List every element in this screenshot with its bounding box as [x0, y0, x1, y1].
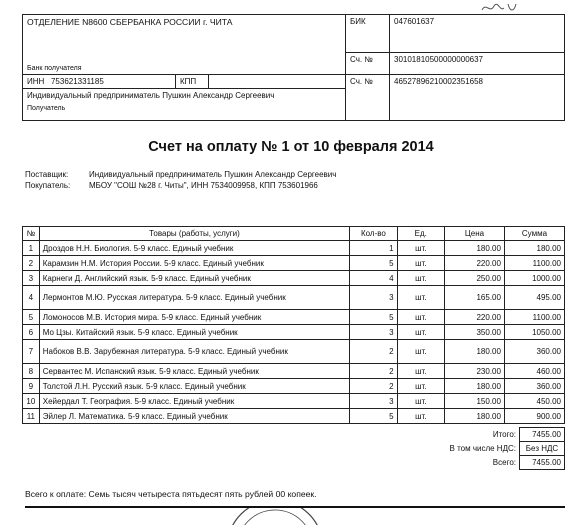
- row-sum: 180.00: [504, 241, 564, 256]
- row-number: 6: [23, 325, 40, 340]
- row-sum: 460.00: [504, 364, 564, 379]
- table-row: [23, 379, 565, 394]
- row-number: 3: [23, 271, 40, 286]
- account-label: Сч. №: [346, 75, 390, 121]
- row-unit: шт.: [397, 271, 444, 286]
- kpp-label: КПП: [176, 75, 209, 89]
- row-qty: 5: [350, 310, 397, 325]
- row-price: 180.00: [444, 379, 504, 394]
- row-item: Карнеги Д. Английский язык. 5-9 класс. Единый учебник: [39, 271, 350, 286]
- row-qty: 5: [350, 256, 397, 271]
- buyer-label: Покупатель:: [25, 181, 71, 190]
- row-item: Толстой Л.Н. Русский язык. 5-9 класс. Единый учебник: [39, 379, 350, 394]
- stamp-text: [260, 508, 290, 509]
- invoice-title: Счет на оплату № 1 от 10 февраля 2014: [148, 139, 434, 155]
- total-value: 7455.00: [520, 428, 565, 442]
- inn-cell: [23, 75, 176, 89]
- row-number: 4: [23, 286, 40, 310]
- bank-details: [22, 14, 565, 121]
- row-price: 220.00: [444, 310, 504, 325]
- bank-name: ОТДЕЛЕНИЕ N8600 СБЕРБАНКА РОССИИ г. ЧИТА: [27, 17, 233, 27]
- col-header-price: Цена: [444, 227, 504, 241]
- col-header-unit: Ед.: [397, 227, 444, 241]
- row-unit: шт.: [397, 286, 444, 310]
- row-qty: 2: [350, 364, 397, 379]
- recipient-label: Получатель: [27, 105, 66, 112]
- supplier-label: Поставщик:: [25, 170, 69, 179]
- amount-in-words: Всего к оплате: Семь тысяч четыреста пятьдесят пять рублей 00 копеек.: [25, 489, 317, 499]
- row-number: 7: [23, 340, 40, 364]
- row-price: 350.00: [444, 325, 504, 340]
- recipient-name: Индивидуальный предприниматель Пушкин Александр Сергеевич: [27, 91, 275, 100]
- inn-value: 753621331185: [50, 77, 104, 86]
- row-unit: шт.: [397, 379, 444, 394]
- row-item: Карамзин Н.М. История России. 5-9 класс. Единый учебник: [39, 256, 350, 271]
- row-number: 8: [23, 364, 40, 379]
- row-unit: шт.: [397, 394, 444, 409]
- row-sum: 360.00: [504, 340, 564, 364]
- row-number: 10: [23, 394, 40, 409]
- account-value: 46527896210002351658: [390, 75, 565, 121]
- row-price: 220.00: [444, 256, 504, 271]
- row-item: Ломоносов М.В. История мира. 5-9 класс. Единый учебник: [39, 310, 350, 325]
- row-number: 2: [23, 256, 40, 271]
- row-sum: 360.00: [504, 379, 564, 394]
- table-row: [23, 394, 565, 409]
- table-row: [23, 310, 565, 325]
- row-sum: 495.00: [504, 286, 564, 310]
- vat-value: Без НДС: [520, 442, 565, 456]
- row-qty: 3: [350, 394, 397, 409]
- items-table: [22, 226, 565, 424]
- row-price: 230.00: [444, 364, 504, 379]
- row-qty: 3: [350, 325, 397, 340]
- vat-label: В том числе НДС:: [449, 444, 516, 453]
- row-qty: 1: [350, 241, 397, 256]
- row-price: 150.00: [444, 394, 504, 409]
- row-price: 180.00: [444, 340, 504, 364]
- kpp-value: [209, 75, 346, 89]
- row-number: 5: [23, 310, 40, 325]
- row-item: Набоков В.В. Зарубежная литература. 5-9 класс. Единый учебник: [39, 340, 350, 364]
- row-sum: 1100.00: [504, 310, 564, 325]
- bik-label: БИК: [346, 15, 390, 53]
- supplier-value: Индивидуальный предприниматель Пушкин Александр Сергеевич: [89, 170, 337, 179]
- svg-text:ЗАБАЙ: [260, 508, 290, 509]
- row-qty: 4: [350, 271, 397, 286]
- table-row: [23, 271, 565, 286]
- row-item: Лермонтов М.Ю. Русская литература. 5-9 класс. Единый учебник: [39, 286, 350, 310]
- row-sum: 1050.00: [504, 325, 564, 340]
- row-unit: шт.: [397, 256, 444, 271]
- recipient-bank-label: Банк получателя: [27, 65, 82, 72]
- col-header-sum: Сумма: [504, 227, 564, 241]
- recipient-bank-cell: [23, 15, 346, 75]
- table-row: [23, 325, 565, 340]
- row-price: 165.00: [444, 286, 504, 310]
- table-row: [23, 286, 565, 310]
- row-sum: 450.00: [504, 394, 564, 409]
- row-sum: 900.00: [504, 409, 564, 424]
- row-item: Хейердал Т. География. 5-9 класс. Единый учебник: [39, 394, 350, 409]
- corr-account-value: 30101810500000000637: [390, 53, 565, 75]
- inn-label: ИНН: [27, 77, 45, 86]
- row-price: 180.00: [444, 409, 504, 424]
- row-item: Эйлер Л. Математика. 5-9 класс. Единый учебник: [39, 409, 350, 424]
- row-unit: шт.: [397, 310, 444, 325]
- row-qty: 5: [350, 409, 397, 424]
- col-header-qty: Кол-во: [350, 227, 397, 241]
- row-unit: шт.: [397, 340, 444, 364]
- recipient-cell: [23, 89, 346, 121]
- row-number: 9: [23, 379, 40, 394]
- row-number: 11: [23, 409, 40, 424]
- table-row: [23, 364, 565, 379]
- buyer-value: МБОУ "СОШ №28 г. Читы", ИНН 7534009958, КПП 753601966: [89, 181, 318, 190]
- table-row: [23, 241, 565, 256]
- parties: [25, 169, 336, 191]
- row-price: 250.00: [444, 271, 504, 286]
- totals-block: [447, 427, 565, 470]
- row-unit: шт.: [397, 241, 444, 256]
- row-unit: шт.: [397, 409, 444, 424]
- row-item: Сервантес М. Испанский язык. 5-9 класс. Единый учебник: [39, 364, 350, 379]
- grand-total-label: Всего:: [492, 458, 516, 467]
- row-price: 180.00: [444, 241, 504, 256]
- corr-account-label: Сч. №: [346, 53, 390, 75]
- grand-total-value: 7455.00: [520, 456, 565, 470]
- row-number: 1: [23, 241, 40, 256]
- col-header-number: №: [23, 227, 40, 241]
- row-item: Дроздов Н.Н. Биология. 5-9 класс. Единый учебник: [39, 241, 350, 256]
- row-sum: 1100.00: [504, 256, 564, 271]
- table-row: [23, 340, 565, 364]
- table-row: [23, 409, 565, 424]
- col-header-item: Товары (работы, услуги): [39, 227, 350, 241]
- row-qty: 3: [350, 286, 397, 310]
- row-unit: шт.: [397, 325, 444, 340]
- row-sum: 1000.00: [504, 271, 564, 286]
- row-qty: 2: [350, 379, 397, 394]
- row-unit: шт.: [397, 364, 444, 379]
- row-item: Мо Цзы. Китайский язык. 5-9 класс. Единый учебник: [39, 325, 350, 340]
- total-label: Итого:: [492, 430, 516, 439]
- table-row: [23, 256, 565, 271]
- stamp-seal: [220, 508, 330, 525]
- bik-value: 047601637: [390, 15, 565, 53]
- row-qty: 2: [350, 340, 397, 364]
